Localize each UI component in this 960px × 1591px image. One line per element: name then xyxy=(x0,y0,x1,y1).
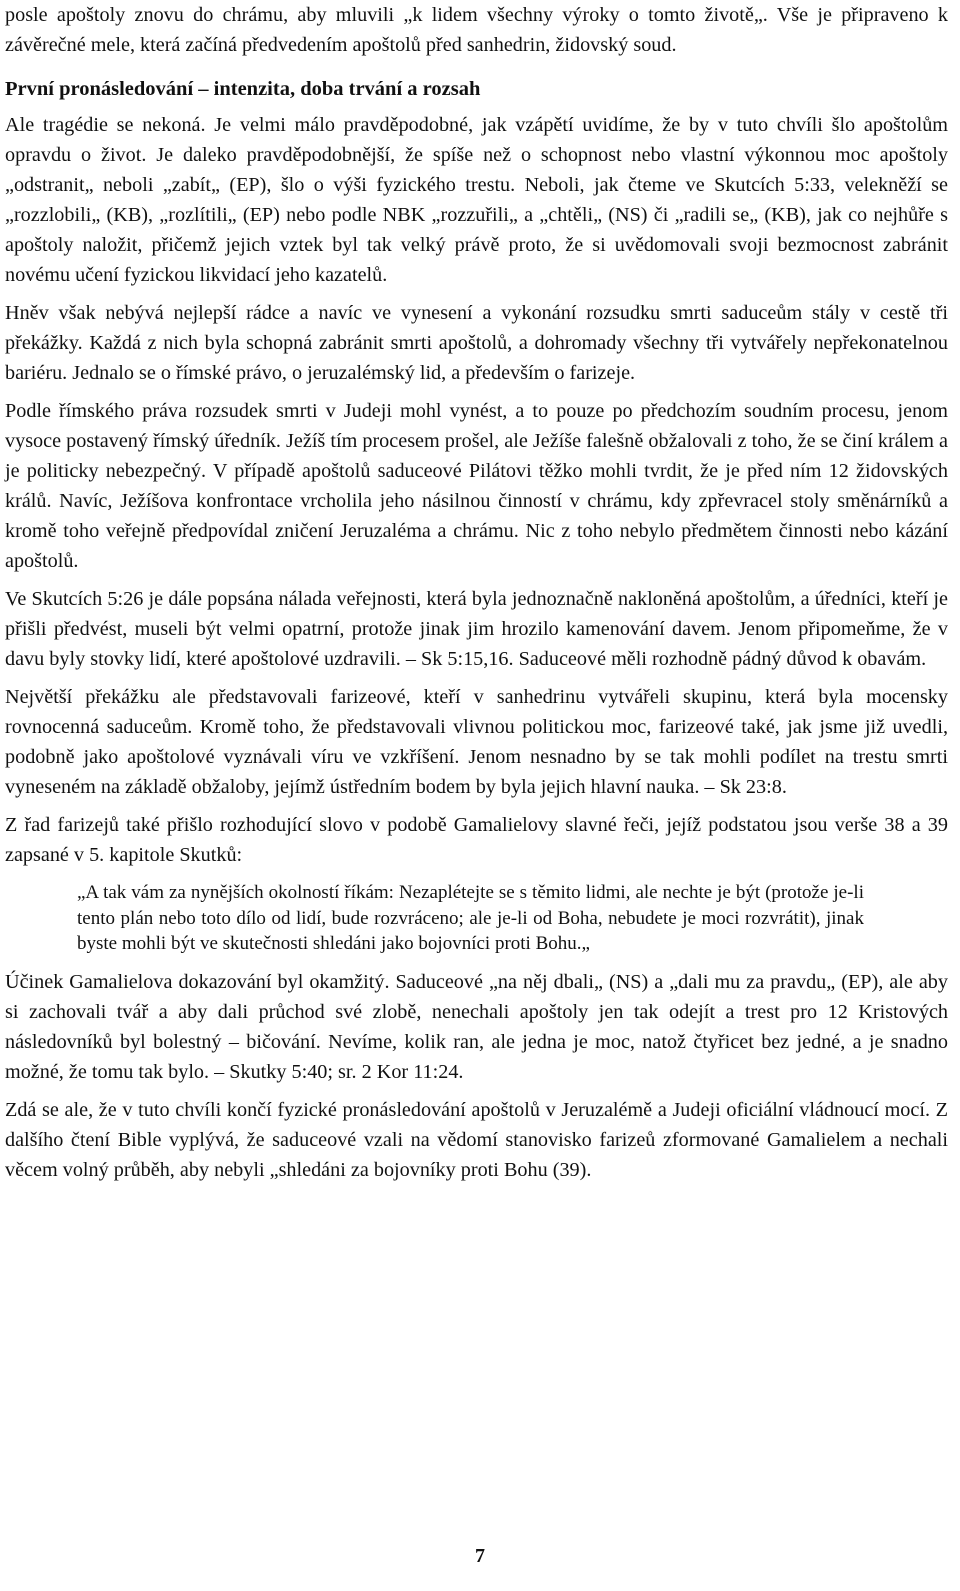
paragraph-7: Účinek Gamalielova dokazování byl okamžitý. Saduceové „na něj dbali„ (NS) a „dali mu za pravdu„ (EP), ale aby si zachovali tvář a aby dali průchod své zlobě, nenechali apoštoly jen tak odejít a trest pro 12 Kristových následovníků byl bolestný – bičování. Nevíme, kolik ran, ale jedna je moc, natož čtyřicet bez jedné, a je snadno možné, že tomu tak bylo. – Skutky 5:40; sr. 2 Kor 11:24. xyxy=(5,970,948,1083)
paragraph-3: Podle římského práva rozsudek smrti v Judeji mohl vynést, a to pouze po předchozím soudním procesu, jenom vysoce postavený římský úředník. Ježíš tím procesem prošel, ale Ježíše falešně obžalovali z toho, že se činí králem a je politicky nebezpečný. V případě apoštolů saduceové Pilátovi těžko mohli tvrdit, že je před ním 12 židovských králů. Navíc, Ježíšova konfrontace vrcholila jeho násilnou činností v chrámu, kdy zpřevracel stoly směnárníků a kromě toho veřejně předpovídal zničení Jeruzaléma a chrámu. Nic z toho nebylo předmětem činnosti nebo kázání apoštolů. xyxy=(5,400,948,572)
paragraph-1: Ale tragédie se nekoná. Je velmi málo pravděpodobné, jak vzápětí uvidíme, že by v tuto chvíli šlo apoštolům opravdu o život. Je daleko pravděpodobnější, že spíše než o schopnost nebo vlastní výkonnou moc apoštoly „odstranit„ neboli „zabít„ (EP), šlo o výši fyzického trestu. Neboli, jak čteme ve Skutcích 5:33, velekněží se „rozzlobili„ (KB), „rozlítili„ (EP) nebo podle NBK „rozzuřili„ a „chtěli„ (NS) či „radili se„ (KB), jak co nejhůře s apoštoly naložit, přičemž jejich vztek byl tak velký právě proto, že si uvědomovali svoji bezmocnost zabránit novému učení fyzickou likvidací jeho kazatelů. xyxy=(5,114,948,286)
page-number: 7 xyxy=(475,1545,485,1567)
paragraph-2: Hněv však nebývá nejlepší rádce a navíc ve vynesení a vykonání rozsudku smrti saduceům stály v cestě tři překážky. Každá z nich byla schopná zabránit smrti apoštolů, a dohromady všechny tři vytvářely nepřekonatelnou bariéru. Jednalo se o římské právo, o jeruzalémský lid, a především o farizeje. xyxy=(5,302,948,384)
paragraph-5: Největší překážku ale představovali farizeové, kteří v sanhedrinu vytvářeli skupinu, která byla mocensky rovnocenná saduceům. Kromě toho, že představovali vlivnou politickou moc, farizeové také, jak jsme již uvedli, podobně jako apoštolové vyznávali víru ve vzkříšení. Jenom nesnadno by se tak mohli podílet na trestu smrti vyneseném na základě obžaloby, jejímž ústředním bodem by byla jejich hlavní nauka. – Sk 23:8. xyxy=(5,686,948,798)
document-page xyxy=(5,0,948,1185)
paragraph-8: Zdá se ale, že v tuto chvíli končí fyzické pronásledování apoštolů v Jeruzalémě a Judeji oficiální vládnoucí mocí. Z dalšího čtení Bible vyplývá, že saduceové vzali na vědomí stanovisko farizeů zformované Gamalielem a nechali věcem volný průběh, aby nebyli „shledáni za bojovníky proti Bohu (39). xyxy=(5,1098,948,1181)
intro-paragraph: poslе apoštoly znovu do chrámu, aby mluvili „k lidem všechny výroky o tomto životě„. Vše je připraveno k závěrečné mele, která začíná předvedením apoštolů před sanhedrin, židovský soud. xyxy=(5,4,948,56)
paragraph-4: Ve Skutcích 5:26 je dále popsána nálada veřejnosti, která byla jednoznačně nakloněná apoštolům, a úředníci, kteří je přišli předvést, museli být velmi opatrní, protože jinak jim hrozilo kamenování davem. Jenom připomeňme, že v davu byly stovky lidí, které apoštolové uzdravili. – Sk 5:15,16. Saduceové měli rozhodně pádný důvod k obavám. xyxy=(5,588,948,670)
block-quote: „A tak vám za nynějších okolností říkám: Nezaplétejte se s těmito lidmi, ale nechte je být (protože je-li tento plán nebo toto dílo od lidí, bude rozvráceno; ale je-li od Boha, nebudete je moci rozvrátit), jinak byste mohli být ve skutečnosti shledáni jako bojovníci proti Bohu.„ xyxy=(77,882,864,954)
paragraph-6: Z řad farizejů také přišlo rozhodující slovo v podobě Gamalielovy slavné řeči, jejíž podstatou jsou verše 38 a 39 zapsané v 5. kapitole Skutků: xyxy=(5,814,948,866)
section-heading: První pronásledování – intenzita, doba trvání a rozsah xyxy=(5,78,481,100)
